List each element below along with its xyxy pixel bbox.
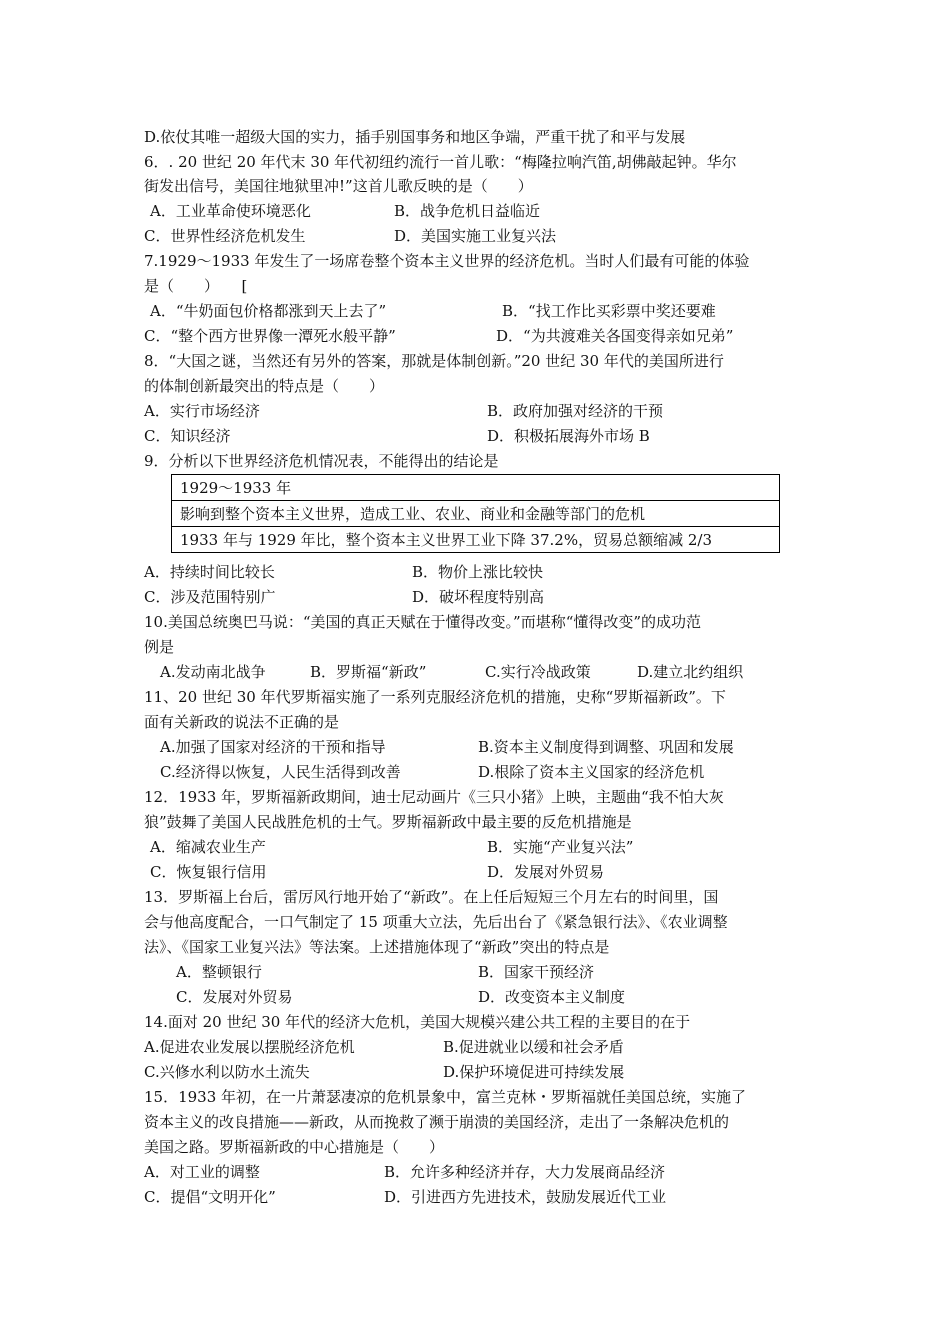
crisis-info-table <box>171 474 780 553</box>
q10-option-c: C.实行冷战政策 <box>485 663 591 681</box>
q13-stem-line-2: 会与他高度配合，一口气制定了 15 项重大立法，先后出台了《紧急银行法》、《农业调整 <box>144 913 728 931</box>
q14-option-b: B.促进就业以缓和社会矛盾 <box>443 1038 624 1056</box>
q7-option-b: B．“找工作比买彩票中奖还要难 <box>502 302 716 320</box>
q10-option-b: B．罗斯福“新政” <box>310 663 427 681</box>
q7-stem-line-1: 7.1929～1933 年发生了一场席卷整个资本主义世界的经济危机。当时人们最有可能的体验 <box>144 252 750 270</box>
q12-option-b: B．实施“产业复兴法” <box>487 838 634 856</box>
q11-option-c: C.经济得以恢复，人民生活得到改善 <box>160 763 401 781</box>
q9-option-d: D．破坏程度特别高 <box>412 588 545 606</box>
q6-stem-line-1: 6．. 20 世纪 20 年代末 30 年代初纽约流行一首儿歌：“梅隆拉响汽笛,胡佛敲起钟。华尔 <box>144 153 737 171</box>
q8-option-a: A．实行市场经济 <box>144 402 260 420</box>
q12-option-a: A．缩减农业生产 <box>150 838 266 856</box>
q14-option-c: C.兴修水利以防水土流失 <box>144 1063 310 1081</box>
q5-option-d: D.依仗其唯一超级大国的实力，插手别国事务和地区争端，严重干扰了和平与发展 <box>144 128 686 146</box>
q12-option-d: D．发展对外贸易 <box>487 863 605 881</box>
q9-option-c: C．涉及范围特别广 <box>144 588 276 606</box>
q13-option-b: B．国家干预经济 <box>478 963 595 981</box>
table-cell: 1933 年与 1929 年比，整个资本主义世界工业下降 37.2%，贸易总额缩减 2/3 <box>172 527 780 553</box>
q8-option-b: B．政府加强对经济的干预 <box>487 402 664 420</box>
q12-stem-line-1: 12．1933 年，罗斯福新政期间，迪士尼动画片《三只小猪》上映，主题曲“我不怕大灰 <box>144 788 724 806</box>
q10-option-a: A.发动南北战争 <box>160 663 266 681</box>
q14-option-d: D.保护环境促进可持续发展 <box>443 1063 625 1081</box>
q13-option-a: A．整顿银行 <box>176 963 262 981</box>
q7-option-a: A．“牛奶面包价格都涨到天上去了” <box>150 302 387 320</box>
q15-option-b: B．允许多种经济并存，大力发展商品经济 <box>384 1163 666 1181</box>
q8-option-d: D．积极拓展海外市场 B <box>487 427 650 445</box>
q6-option-c: C．世界性经济危机发生 <box>144 227 306 245</box>
table-cell: 1929～1933 年 <box>172 475 780 501</box>
q9-option-b: B．物价上涨比较快 <box>412 563 544 581</box>
q15-option-a: A．对工业的调整 <box>144 1163 260 1181</box>
table-cell: 影响到整个资本主义世界，造成工业、农业、商业和金融等部门的危机 <box>172 501 780 527</box>
q8-stem-line-2: 的体制创新最突出的特点是（ ） <box>144 377 385 395</box>
q10-stem-line-1: 10.美国总统奥巴马说：“美国的真正天赋在于懂得改变。”而堪称“懂得改变”的成功范 <box>144 613 702 631</box>
q11-option-b: B.资本主义制度得到调整、巩固和发展 <box>478 738 734 756</box>
q11-stem-line-2: 面有关新政的说法不正确的是 <box>144 713 340 731</box>
q15-stem-line-2: 资本主义的改良措施——新政，从而挽救了濒于崩溃的美国经济，走出了一条解决危机的 <box>144 1113 730 1131</box>
q9-stem: 9．分析以下世界经济危机情况表，不能得出的结论是 <box>144 452 499 470</box>
q14-stem: 14.面对 20 世纪 30 年代的经济大危机，美国大规模兴建公共工程的主要目的在于 <box>144 1013 691 1031</box>
table-row <box>172 527 780 553</box>
q14-option-a: A.促进农业发展以摆脱经济危机 <box>144 1038 355 1056</box>
q9-option-a: A．持续时间比较长 <box>144 563 275 581</box>
q6-stem-line-2: 街发出信号，美国往地狱里冲!”这首儿歌反映的是（ ） <box>144 177 533 195</box>
q13-option-c: C．发展对外贸易 <box>176 988 293 1006</box>
q6-option-b: B．战争危机日益临近 <box>394 202 541 220</box>
q6-option-d: D．美国实施工业复兴法 <box>394 227 557 245</box>
table-row <box>172 475 780 501</box>
q15-stem-line-1: 15．1933 年初，在一片萧瑟凄凉的危机景象中，富兰克林・罗斯福就任美国总统，实施了 <box>144 1088 747 1106</box>
table-row <box>172 501 780 527</box>
q15-option-d: D．引进西方先进技术，鼓励发展近代工业 <box>384 1188 667 1206</box>
q8-option-c: C．知识经济 <box>144 427 231 445</box>
q12-option-c: C．恢复银行信用 <box>150 863 267 881</box>
q15-stem-line-3: 美国之路。罗斯福新政的中心措施是（ ） <box>144 1138 445 1156</box>
q12-stem-line-2: 狼”鼓舞了美国人民战胜危机的士气。罗斯福新政中最主要的反危机措施是 <box>144 813 632 831</box>
q11-option-d: D.根除了资本主义国家的经济危机 <box>478 763 705 781</box>
q13-option-d: D．改变资本主义制度 <box>478 988 626 1006</box>
q13-stem-line-1: 13．罗斯福上台后，雷厉风行地开始了“新政”。在上任后短短三个月左右的时间里，国 <box>144 888 719 906</box>
q11-stem-line-1: 11、20 世纪 30 年代罗斯福实施了一系列克服经济危机的措施，史称“罗斯福新政”。下 <box>144 688 726 706</box>
q7-stem-line-2: 是（ ） [ <box>144 277 248 295</box>
q7-option-c: C．“整个西方世界像一潭死水般平静” <box>144 327 396 345</box>
q10-option-d: D.建立北约组织 <box>637 663 744 681</box>
q13-stem-line-3: 法》、《国家工业复兴法》等法案。上述措施体现了“新政”突出的特点是 <box>144 938 610 956</box>
q15-option-c: C．提倡“文明开化” <box>144 1188 276 1206</box>
q7-option-d: D．“为共渡难关各国变得亲如兄弟” <box>496 327 734 345</box>
q11-option-a: A.加强了国家对经济的干预和指导 <box>160 738 386 756</box>
q8-stem-line-1: 8．“大国之谜，当然还有另外的答案，那就是体制创新。”20 世纪 30 年代的美国所进行 <box>144 352 724 370</box>
q10-stem-line-2: 例是 <box>144 638 175 656</box>
q6-option-a: A．工业革命使环境恶化 <box>150 202 311 220</box>
